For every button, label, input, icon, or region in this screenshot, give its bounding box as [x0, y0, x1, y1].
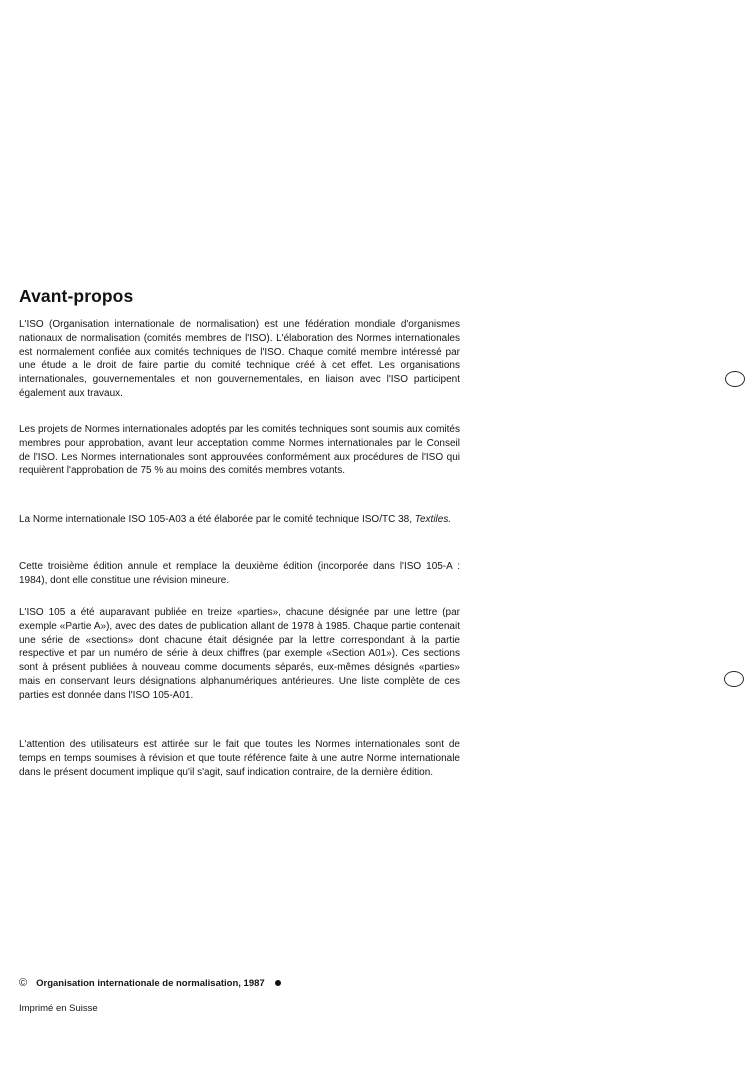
copyright-line	[19, 977, 281, 989]
foreword-paragraph-3	[19, 513, 460, 527]
punch-hole-icon	[725, 371, 745, 387]
foreword-paragraph-5: L'ISO 105 a été auparavant publiée en treize «parties», chacune désignée par une lettre (par exemple «Partie A»), avec des dates de publication allant de 1978 à 1985. Chaque partie contenait une série de «sections» dont chacune était désignée par la lettre correspondant à la partie respective et par un numéro de série à deux chiffres (par exemple «Section A01»). Ces sections sont à présent publiées à nouveau comme documents séparés, eux-mêmes désignés «parties» mais en conservant leurs désignations alphanumériques antérieures. Une liste complète de ces parties est donnée dans l'ISO 105-A01.	[19, 607, 460, 701]
page-title: Avant-propos	[19, 286, 134, 306]
copyright-symbol: ©	[19, 977, 28, 989]
bullet-dot-icon	[275, 980, 281, 986]
foreword-paragraph-1: L'ISO (Organisation internationale de normalisation) est une fédération mondiale d'organismes nationaux de normalisation (comités membres de l'ISO). L'élaboration des Normes internationales est normalement confiée aux comités techniques de l'ISO. Chaque comité membre intéressé par une étude a le droit de faire partie du comité technique créé à cet effet. Les organisations internationales, gouvernementales et non gouvernementales, en liaison avec l'ISO participent également aux travaux.	[19, 319, 460, 399]
foreword-paragraph-2: Les projets de Normes internationales adoptés par les comités techniques sont soumis aux comités membres pour approbation, avant leur acceptation comme Normes internationales par le Conseil de l'ISO. Les Normes internationales sont approuvées conformément aux procédures de l'ISO qui requièrent l'approbation de 75 % au moins des comités membres votants.	[19, 424, 460, 477]
copyright-text: Organisation internationale de normalisation, 1987	[36, 977, 265, 989]
committee-name: Textiles.	[414, 514, 452, 525]
printed-in-note: Imprimé en Suisse	[19, 1003, 98, 1014]
foreword-paragraph-6: L'attention des utilisateurs est attirée sur le fait que toutes les Normes internationales sont de temps en temps soumises à révision et que toute référence faite à une autre Norme internationale dans le présent document implique qu'il s'agit, sauf indication contraire, de la dernière édition.	[19, 739, 460, 778]
paragraph-3-text: La Norme internationale ISO 105-A03 a été élaborée par le comité technique ISO/TC 38,	[19, 514, 413, 525]
foreword-paragraph-4: Cette troisième édition annule et remplace la deuxième édition (incorporée dans l'ISO 105-A : 1984), dont elle constitue une révision mineure.	[19, 561, 460, 586]
punch-hole-icon	[724, 671, 744, 687]
